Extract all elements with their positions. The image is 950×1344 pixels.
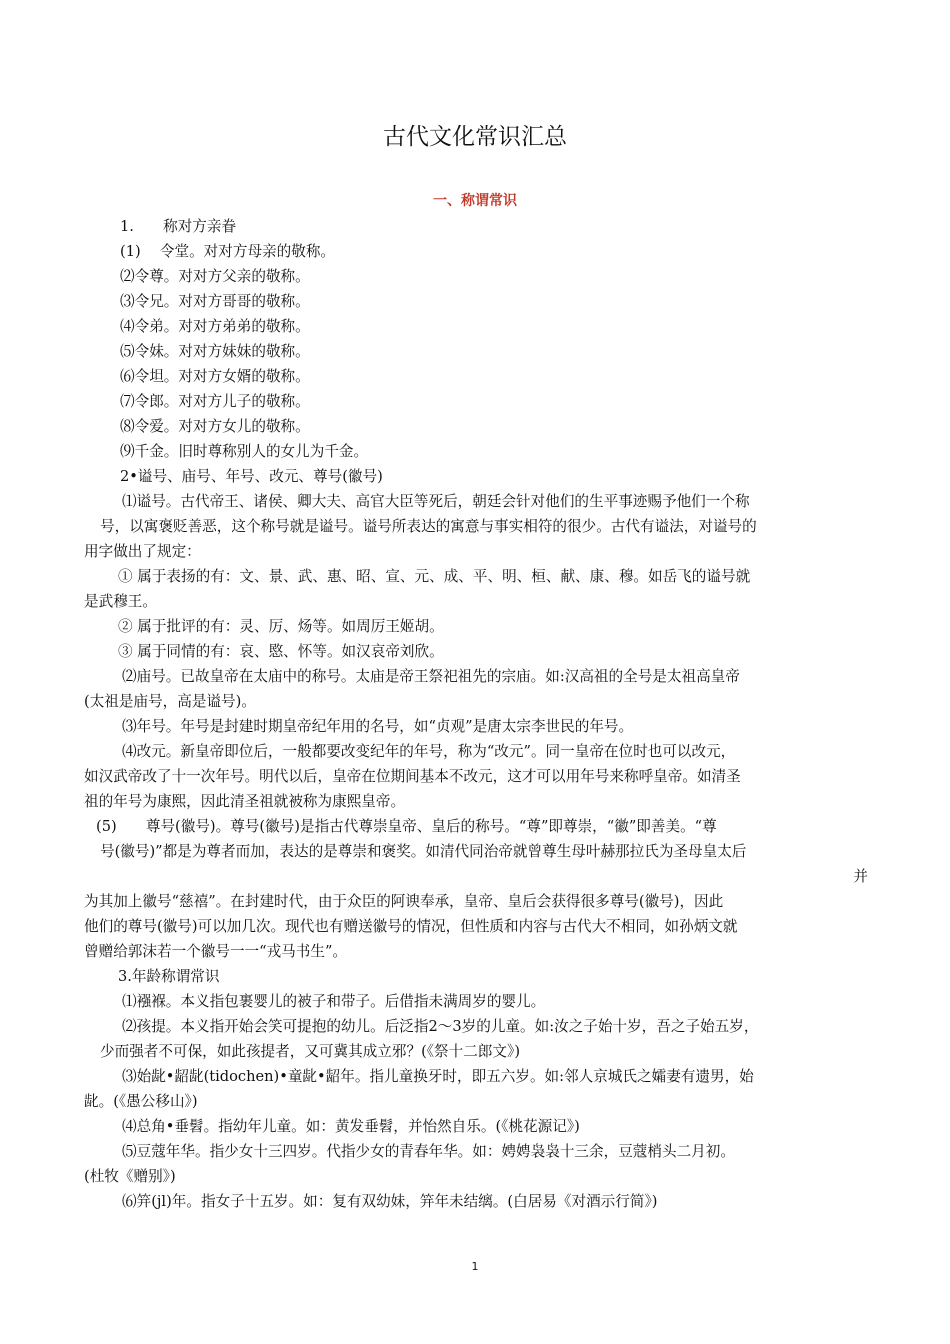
paragraph-line: 祖的年号为康熙，因此清圣祖就被称为康熙皇帝。	[84, 793, 406, 810]
paragraph-line: 号(徽号)”都是为尊者而加，表达的是尊崇和褒奖。如清代同治帝就曾尊生母叶赫那拉氏为圣母皇太后	[100, 843, 747, 860]
paragraph-line: ⑶年号。年号是封建时期皇帝纪年用的名号，如“贞观”是唐太宗李世民的年号。	[122, 718, 634, 735]
paragraph-line: ⑹令坦。对对方女婿的敬称。	[120, 368, 310, 385]
paragraph-line: 曾赠给郭沫若一个徽号一一“戎马书生”。	[84, 943, 348, 960]
page-title: 古代文化常识汇总	[383, 124, 567, 150]
paragraph-line: ⑴谥号。古代帝王、诸侯、卿大夫、高官大臣等死后，朝廷会针对他们的生平事迹赐予他们一个称	[122, 493, 750, 510]
paragraph-line: ⑸令妹。对对方妹妹的敬称。	[120, 343, 310, 360]
section-heading: 一、称谓常识	[433, 193, 517, 209]
paragraph-line: 3.年龄称谓常识	[118, 968, 220, 985]
paragraph-line: 用字做出了规定：	[84, 543, 201, 560]
paragraph-line: 为其加上徽号“慈禧”。在封建时代，由于众臣的阿谀奉承，皇帝、皇后会获得很多尊号(徽号)，因此	[84, 893, 724, 910]
paragraph-line: 龀。(《愚公移山》)	[84, 1093, 198, 1110]
paragraph-line: ② 属于批评的有：灵、厉、炀等。如周厉王姬胡。	[118, 618, 444, 635]
paragraph-line: ⑶始龀•龆龀(tidochen)•童龀•龆年。指儿童换牙时，即五六岁。如:邻人京城氏之孀妻有遗男，始	[122, 1068, 754, 1085]
paragraph-line: 号，以寓褒贬善恶，这个称号就是谥号。谥号所表达的寓意与事实相符的很少。古代有谥法，对谥号的	[100, 518, 757, 535]
paragraph-line: 少而强者不可保，如此孩提者，又可冀其成立邪？(《祭十二郎文》)	[100, 1043, 521, 1060]
paragraph-line: (太祖是庙号，高是谥号)。	[84, 693, 256, 710]
paragraph-line: ⑼千金。旧时尊称别人的女儿为千金。	[120, 443, 369, 460]
paragraph-line: ③ 属于同情的有：哀、愍、怀等。如汉哀帝刘欣。	[118, 643, 444, 660]
paragraph-line: ⑵孩提。本义指开始会笑可提抱的幼儿。后泛指2〜3岁的儿童。如:汝之子始十岁，吾之子始五岁，	[122, 1018, 759, 1035]
paragraph-line: ⑹笄(jl)年。指女子十五岁。如：复有双幼妹，笄年未结缡。(白居易《对酒示行简》)	[122, 1193, 658, 1210]
paragraph-line: ⑺令郎。对对方儿子的敬称。	[120, 393, 310, 410]
paragraph-line: 是武穆王。	[84, 593, 157, 610]
paragraph-line: 并	[853, 868, 868, 885]
page-number: 1	[471, 1260, 479, 1273]
paragraph-line: ⑶令兄。对对方哥哥的敬称。	[120, 293, 310, 310]
paragraph-line: ⑵令尊。对对方父亲的敬称。	[120, 268, 310, 285]
paragraph-line: 2•谥号、庙号、年号、改元、尊号(徽号)	[120, 468, 383, 485]
paragraph-line: ⑻令爱。对对方女儿的敬称。	[120, 418, 310, 435]
paragraph-line: ⑴襁褓。本义指包裹婴儿的被子和带子。后借指未满周岁的婴儿。	[122, 993, 546, 1010]
document-body	[84, 214, 868, 1214]
paragraph-line: ⑷令弟。对对方弟弟的敬称。	[120, 318, 310, 335]
paragraph-line: (5) 尊号(徽号)。尊号(徽号)是指古代尊崇皇帝、皇后的称号。“尊”即尊崇，“徽”即善美。“尊	[96, 818, 717, 835]
paragraph-line: ① 属于表扬的有：文、景、武、惠、昭、宣、元、成、平、明、桓、献、康、穆。如岳飞的谥号就	[118, 568, 751, 585]
paragraph-line: (1) 令堂。对对方母亲的敬称。	[120, 243, 336, 260]
paragraph-line: ⑸豆蔻年华。指少女十三四岁。代指少女的青春年华。如：娉娉袅袅十三余，豆蔻梢头二月初。	[122, 1143, 735, 1160]
paragraph-line: 如汉武帝改了十一次年号。明代以后，皇帝在位期间基本不改元，这才可以用年号来称呼皇帝。如清圣	[84, 768, 741, 785]
paragraph-line: ⑷总角•垂髫。指幼年儿童。如：黄发垂髫，并怡然自乐。(《桃花源记》)	[122, 1118, 580, 1135]
paragraph-line: ⑵庙号。已故皇帝在太庙中的称号。太庙是帝王祭祀祖先的宗庙。如:汉高祖的全号是太祖高皇帝	[122, 668, 740, 685]
paragraph-line: 他们的尊号(徽号)可以加几次。现代也有赠送徽号的情况，但性质和内容与古代大不相同，如孙炳文就	[84, 918, 738, 935]
paragraph-line: 1. 称对方亲眷	[120, 218, 237, 235]
paragraph-line: (杜牧《赠别》)	[84, 1168, 176, 1185]
paragraph-line: ⑷改元。新皇帝即位后，一般都要改变纪年的年号，称为“改元”。同一皇帝在位时也可以改元，	[122, 743, 736, 760]
